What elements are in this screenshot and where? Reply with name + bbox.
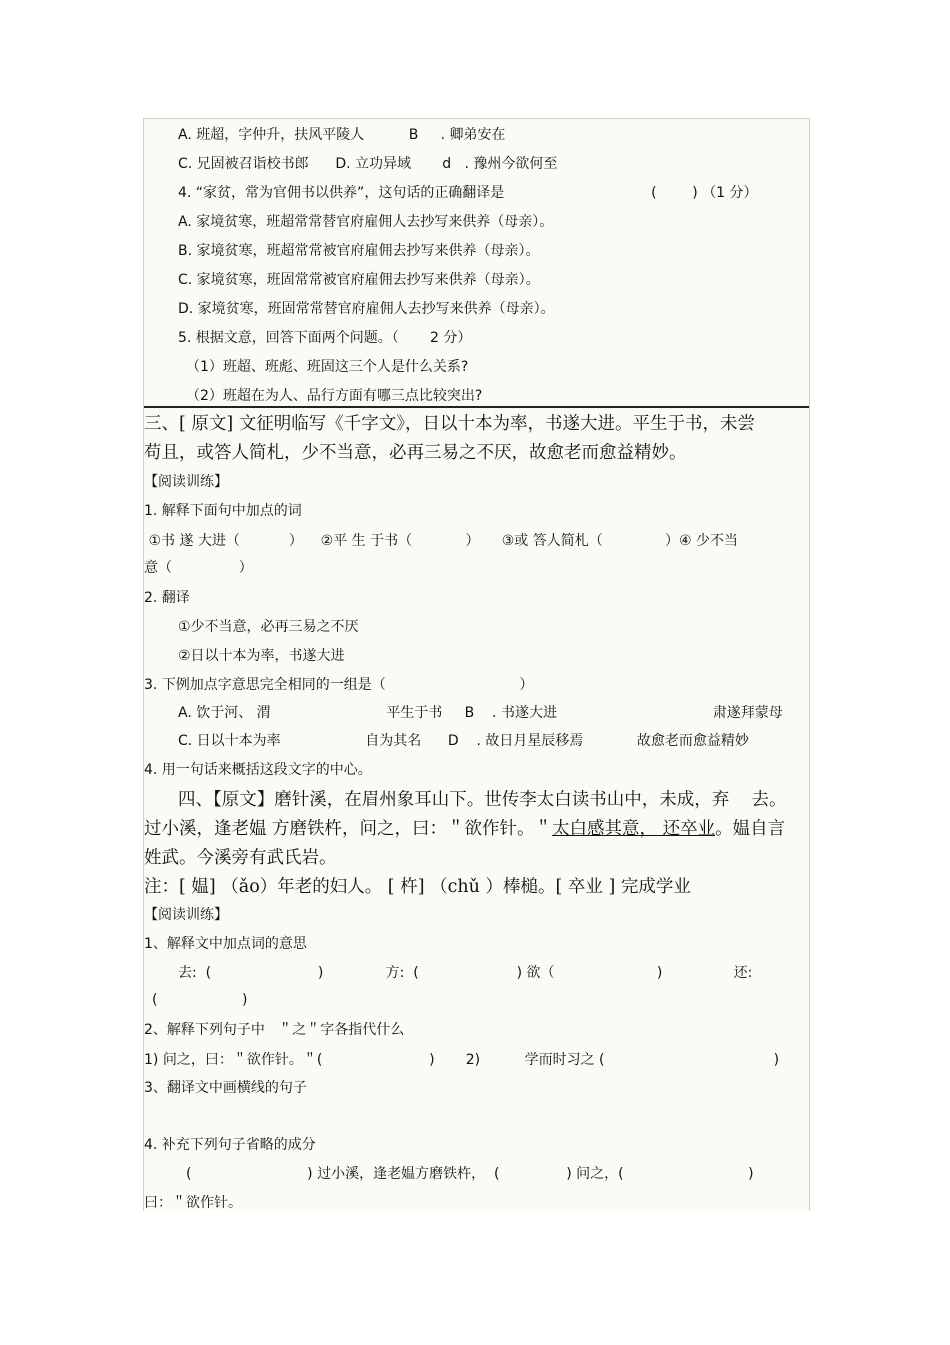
document-page [143,118,810,1211]
s4-question-3: 3、翻译文中画横线的句子 [144,1080,307,1096]
s3-options-c-d: C. 日以十本为率 自为其名 D . 故日月星辰移焉 故愈老而愈益精妙 [178,733,749,749]
s4-question-4-blanks-cont: 曰：＂欲作针。 [144,1195,242,1211]
question-4: 4. “家贫，常为官佣书以供养”，这句话的正确翻译是 ( ) （1 分） [178,185,758,201]
sub-question-1: （1）班超、班彪、班固这三个人是什么关系? [186,359,469,375]
choice-c: C. 家境贫寒，班固常常被官府雇佣去抄写来供养（母亲）。 [178,272,540,288]
section-3-text-line-1: 三、[ 原文] 文征明临写《千字文》，日以十本为率，书遂大进。平生于书，未尝 [144,414,756,434]
sub-question-2: （2）班超在为人、品行方面有哪三点比较突出? [186,388,483,404]
s3-question-4: 4. 用一句话来概括这段文字的中心。 [144,762,372,778]
s4-question-1-blanks-cont: ( ) [152,992,248,1008]
option-a-b: A. 班超，字仲升，扶风平陵人 B . 卿弟安在 [178,127,506,143]
reading-training-heading-2: 【阅读训练】 [144,907,228,923]
section-4-text-line-2-end: 。媪自言 [715,819,786,839]
section-4-text-line-1: 四、【原文】磨针溪，在眉州象耳山下。世传李太白读书山中，未成，弃 去。 [178,790,787,810]
underlined-sentence: 太白感其意， 还卒业 [552,819,716,839]
annotation-note: 注：[ 媪] （ǎo）年老的妇人。 [ 杵] （chǔ ）棒槌。[ 卒业 ] 完成学业 [144,877,691,897]
s4-question-2: 2、解释下列句子中 ＂之＂字各指代什么 [144,1022,405,1038]
section-4-text-line-2-start: 过小溪，逢老媪 方磨铁杵，问之，曰：＂欲作针。＂ [144,819,553,839]
section-4-text-line-2 [144,818,785,840]
choice-b: B. 家境贫寒，班超常常被官府雇佣去抄写来供养（母亲）。 [178,243,540,259]
s4-question-1: 1、解释文中加点词的意思 [144,936,307,952]
s3-options-a-b: A. 饮于河、 渭 平生于书 B . 书遂大进 肃遂拜蒙母 [178,705,783,721]
s4-question-2-items: 1) 问之，曰：＂欲作针。＂( ) 2) 学而时习之 ( ) [144,1052,780,1068]
s3-question-1-items: ①书 遂 大进（ ） ②平 生 于书（ ） ③或 答人简札（ ）④ 少不当 [144,533,739,549]
option-c-d: C. 兄固被召诣校书郎 D. 立功异域 d . 豫州今欲何至 [178,156,558,172]
choice-d: D. 家境贫寒，班固常常替官府雇佣人去抄写来供养（母亲）。 [178,301,555,317]
s3-question-1-items-cont: 意（ ） [144,560,253,576]
s4-question-4-blanks: ( ) 过小溪，逢老媪方磨铁杵， ( ) 问之，( ) [186,1166,754,1182]
s3-translate-2: ②日以十本为率，书遂大进 [178,648,345,664]
s4-question-1-blanks: 去: ( ) 方: ( ) 欲（ ) 还: [178,965,753,981]
question-5: 5. 根据文意，回答下面两个问题。（ 2 分） [178,330,472,346]
section-4-text-line-3: 姓武。今溪旁有武氏岩。 [144,848,337,868]
s3-question-2: 2. 翻译 [144,590,190,606]
reading-training-heading: 【阅读训练】 [144,474,228,490]
s3-question-3: 3. 下例加点字意思完全相同的一组是（ ） [144,677,534,693]
s3-question-1: 1. 解释下面句中加点的词 [144,503,302,519]
s3-translate-1: ①少不当意，必再三易之不厌 [178,619,359,635]
section-3-text-line-2: 苟且，或答人简札，少不当意，必再三易之不厌，故愈老而愈益精妙。 [144,443,687,463]
s4-question-4: 4. 补充下列句子省略的成分 [144,1137,316,1153]
choice-a: A. 家境贫寒，班超常常替官府雇佣人去抄写来供养（母亲）。 [178,214,554,230]
section-divider [144,406,809,408]
